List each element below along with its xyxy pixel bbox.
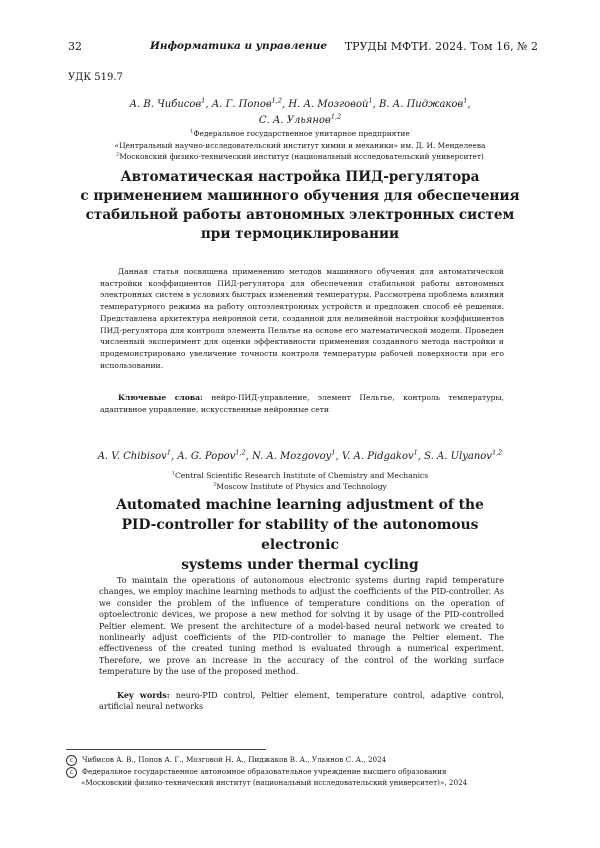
affil-text: Moscow Institute of Physics and Technology	[216, 482, 387, 491]
author-name: А. Г. Попов	[211, 99, 272, 110]
author-name: В. А. Пиджаков	[378, 99, 464, 110]
author	[97, 448, 171, 462]
journal-info: ТРУДЫ МФТИ. 2024. Том 16, № 2	[344, 40, 538, 53]
author-affil-index: 1	[166, 448, 171, 457]
author	[252, 448, 336, 462]
author	[258, 112, 342, 126]
author-name: Н. А. Мозговой	[288, 99, 369, 110]
affil-text: Московский физико-технический институт (национальный исследовательский университет)	[119, 152, 484, 161]
affil-index: 1	[190, 129, 194, 135]
author	[288, 96, 373, 110]
affiliation-en-line	[60, 481, 540, 492]
footnote-line-1: Чибисов А. В., Попов А. Г., Мозговой Н. А., Пиджаков В. А., Ульянов С. А., 2024	[82, 755, 387, 764]
title-en-line: systems under thermal cycling	[181, 557, 419, 573]
footnote-line-3: «Московский физико-технический институт (национальный исследовательский университет)», 2024	[81, 778, 468, 787]
author-name: А. В. Чибисов	[129, 99, 202, 110]
affiliations-ru	[60, 128, 540, 163]
affil-index: 2	[213, 481, 217, 488]
keywords-ru-text: нейро-ПИД-управление, элемент Пельтье, контроль температуры, адаптивное управление, искусственные нейронные сети	[100, 393, 504, 414]
author-affil-index: 1	[463, 96, 468, 105]
author-affil-index: 1,2	[271, 96, 283, 105]
author	[378, 96, 468, 110]
title-ru-line: с применением машинного обучения для обеспечения	[80, 188, 520, 204]
keywords-en-text: neuro-PID control, Peltier element, temperature control, adaptive control, artificial neural networks	[99, 690, 504, 712]
affil-text: Central Scientific Research Institute of Chemistry and Mechanics	[174, 471, 429, 480]
title-en-line: PID-controller for stability of the autonomous electronic	[121, 517, 479, 553]
affiliation-en-line	[60, 470, 540, 481]
footnote-rule	[66, 749, 266, 750]
author-name: A. V. Chibisov	[97, 451, 167, 462]
title-ru	[70, 168, 530, 244]
abstract-en: To maintain the operations of autonomous electronic systems during rapid temperature changes, we employ machine learning methods to adjust the coefficients of the PID-controller. As we consider the problem of the influence of temperature conditions on the operation of optoelectronic devices, we propose a new method for solving it by usage of the PID-controlled Peltier element. We present the architecture of a model-based neural network we created to nonlinearly adjust coefficients of the PID-controller to manage the Peltier element. The effectiveness of the created tuning method is evaluated through a numerical experiment. Therefore, we prove an increase in the accuracy of the control of the working surface temperature by the use of the proposed method.	[99, 575, 504, 677]
footnote-copyright-authors	[66, 754, 516, 766]
author-affil-index: 1	[413, 448, 418, 457]
footnote-line-2: Федеральное государственное автономное образовательное учреждение высшего образования	[82, 767, 447, 776]
affiliation-ru-line	[60, 151, 540, 163]
author-name: S. A. Ulyanov	[424, 451, 492, 462]
affil-text: «Центральный научно-исследовательский институт химии и механики» им. Д. И. Менделеева	[114, 140, 486, 150]
udk-code: УДК 519.7	[68, 72, 123, 83]
author-affil-index: 1	[368, 96, 373, 105]
abstract-ru: Данная статья посвящена применению методов машинного обучения для автоматической настройки коэффициентов ПИД-регулятора для обеспечения стабильной работы автономных электронных систем в условиях быстрых изменений температуры. Рассмотрена проблема влияния температурного режима на работу оптоэлектронных устройств и предложен способ её решения. Представлена архитектура нейронной сети, созданной для нелинейной настройки коэффициентов ПИД-регулятора для контроля элемента Пельтье на основе его математической модели. Проведен численный эксперимент для оценки эффективности применения созданного метода настройки и продемонстрировано увеличение точности контроля температуры рабочей поверхности при его использовании.	[100, 267, 504, 370]
author	[424, 448, 503, 462]
section-name: Информатика и управление	[150, 40, 328, 52]
author	[177, 448, 246, 462]
title-ru-line: стабильной работы автономных электронных систем	[85, 207, 515, 223]
affiliations-en	[60, 470, 540, 492]
author-affil-index: 1	[201, 96, 206, 105]
copyright-icon: c	[66, 767, 77, 778]
author	[211, 96, 283, 110]
page-number: 32	[68, 40, 82, 53]
author-name: С. А. Ульянов	[258, 115, 331, 126]
authors-en: A. V. Chibisov$^1$, A. G. Popov$^{1,2}$, N. A. Mozgovoy$^1$, V. A. Pidgakov$^1$, S. A. Ulyanov$^{1,2}$	[97, 448, 503, 462]
author-affil-index: 1	[331, 448, 336, 457]
keywords-en	[99, 690, 504, 713]
authors-ru-line-2	[60, 113, 540, 129]
keywords-en-label: Key words:	[117, 690, 170, 700]
author-affil-index: 1,2	[235, 448, 246, 457]
keywords-ru	[100, 392, 504, 415]
copyright-icon: c	[66, 755, 77, 766]
authors-ru-line-1: А. В. Чибисов$^1$, А. Г. Попов$^{1,2}$, Н. А. Мозговой$^1$, В. А. Пиджаков$^1$,	[129, 96, 471, 110]
affil-text: Федеральное государственное унитарное предприятие	[193, 129, 410, 138]
author-affil-index: 1,2	[330, 112, 342, 121]
affil-index: 2	[116, 152, 120, 158]
title-ru-line: Автоматическая настройка ПИД-регулятора	[120, 169, 480, 185]
keywords-ru-label: Ключевые слова:	[118, 393, 203, 402]
author	[341, 448, 418, 462]
title-ru-line: при термоциклировании	[200, 226, 400, 242]
authors-ru	[60, 97, 540, 129]
affiliation-ru-line	[60, 128, 540, 140]
title-en-line: Automated machine learning adjustment of the	[116, 497, 484, 513]
author	[129, 96, 206, 110]
affiliation-ru-line	[60, 140, 540, 152]
author-affil-index: 1,2	[491, 448, 503, 457]
affil-index: 1	[171, 470, 175, 477]
author-name: V. A. Pidgakov	[341, 451, 414, 462]
title-en	[84, 495, 516, 575]
author-name: A. G. Popov	[177, 451, 236, 462]
footnote-copyright-institute	[66, 766, 516, 778]
running-header	[68, 40, 538, 56]
author-name: N. A. Mozgovoy	[252, 451, 332, 462]
